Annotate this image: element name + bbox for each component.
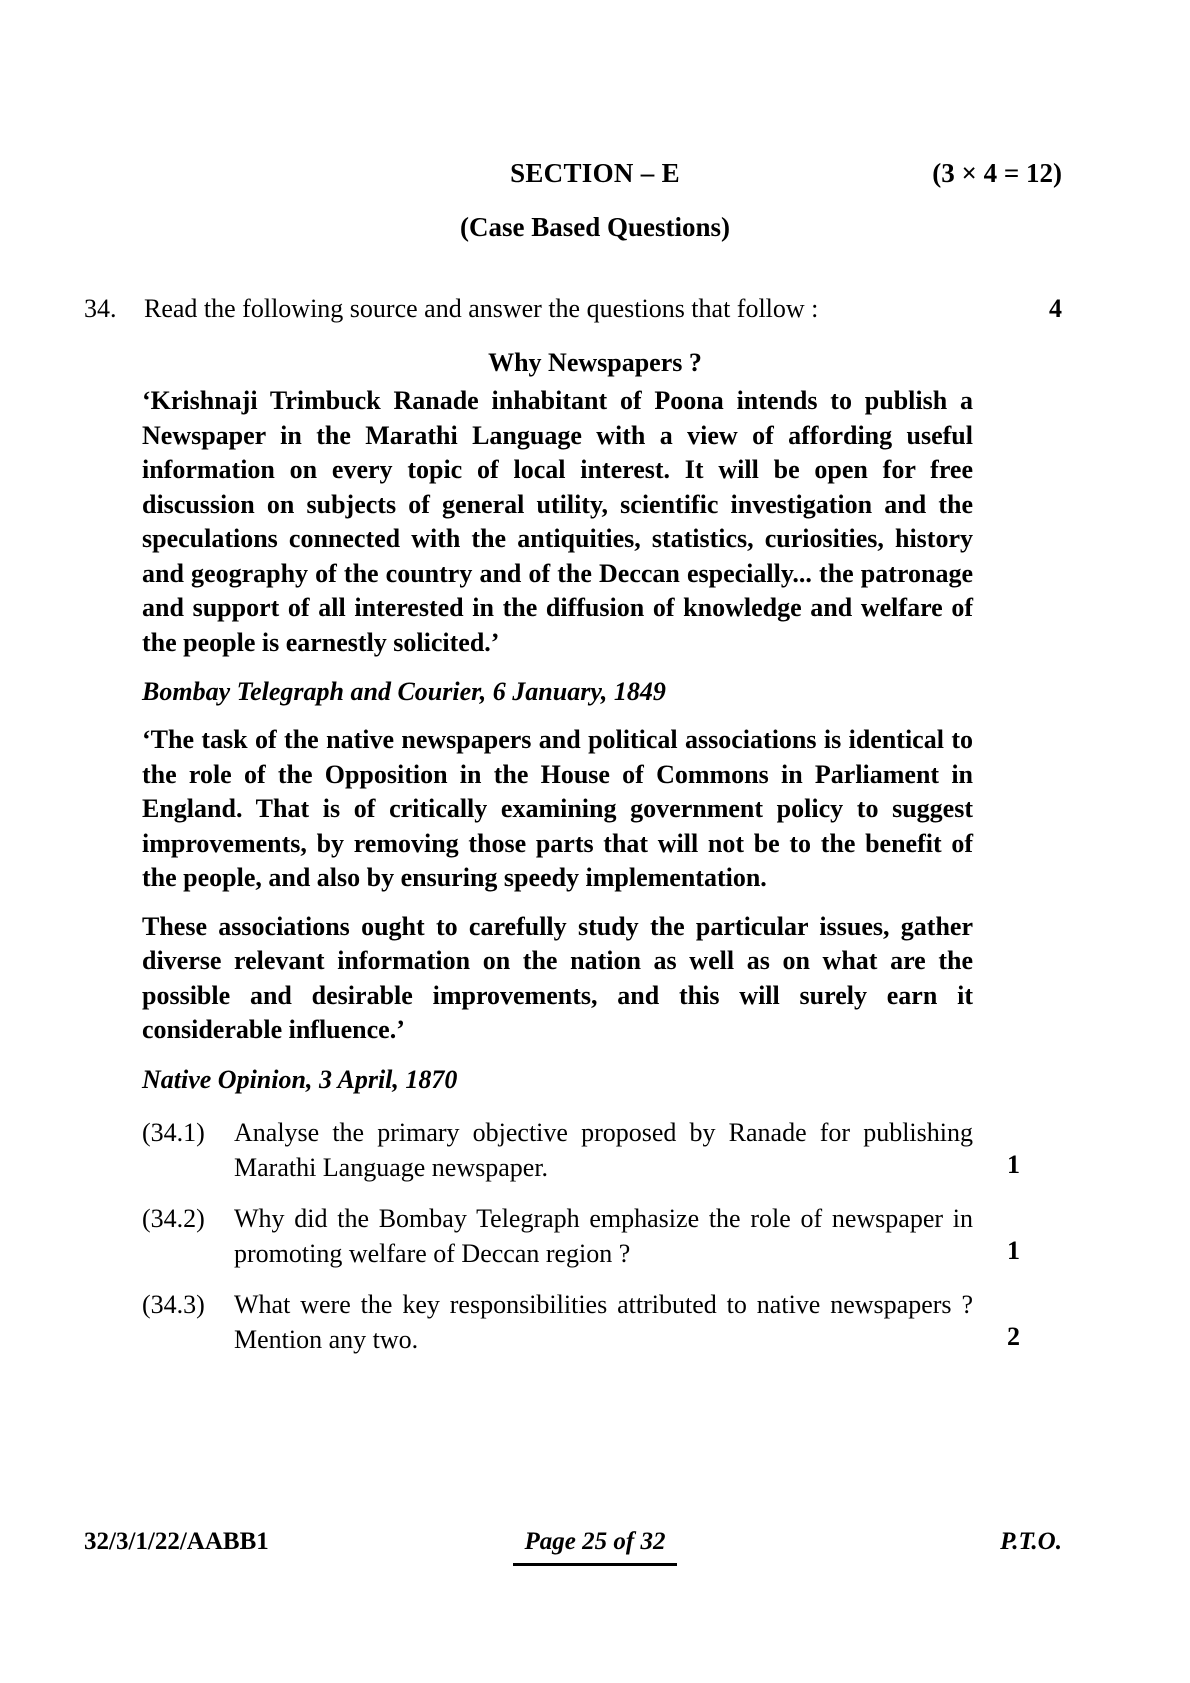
question-lead-text: Read the following source and answer the questions that follow : [144,294,819,323]
subsection-title: (Case Based Questions) [459,212,730,242]
sub-question-34-2 [142,1201,1020,1271]
source-attribution-2: Native Opinion, 3 April, 1870 [142,1064,458,1094]
page-footer [0,1528,1190,1588]
section-marks: (3 × 4 = 12) [932,158,1062,188]
source-passage-1: ‘Krishnaji Trimbuck Ranade inhabitant of Poona intends to publish a Newspaper in the Marathi Language with a view of affording useful information on every topic of local interest. It will be open for free discussion on subjects of general utility, scientific investigation and the speculations connected with the antiquities, statistics, curiosities, history and geography of the country and of the Deccan especially... the patronage and support of all interested in the diffusion of knowledge and welfare of the people is earnestly solicited.’ [142,386,973,657]
question-marks: 4 [1049,294,1062,323]
question-number: 34. [84,294,117,323]
sub-question-34-1 [142,1115,1020,1185]
source-passage-3: These associations ought to carefully study the particular issues, gather diverse relevant information on the nation as well as on what are the possible and desirable improvements, and this will surely earn it considerable influence.’ [142,911,973,1044]
page-number-label: Page 25 of 32 [513,1528,678,1566]
section-header [0,158,1190,194]
sub-question-34-3 [142,1287,1020,1357]
section-title: SECTION – E [510,158,680,188]
sub-questions-list [142,1115,1020,1357]
paper-code: 32/3/1/22/AABB1 [84,1528,269,1555]
source-body [142,384,1020,1373]
sub-question-marks: 2 [1007,1321,1020,1351]
sub-question-marks: 1 [1007,1149,1020,1179]
pto-label: P.T.O. [1000,1528,1062,1555]
sub-question-label: (34.2) [142,1203,205,1233]
sub-question-text: What were the key responsibilities attributed to native newspapers ? Mention any two. [234,1289,973,1354]
sub-question-text: Why did the Bombay Telegraph emphasize the role of newspaper in promoting welfare of Deccan region ? [234,1203,973,1268]
sub-question-text: Analyse the primary objective proposed by Ranade for publishing Marathi Language newspaper. [234,1117,973,1182]
source-attribution-1: Bombay Telegraph and Courier, 6 January, 1849 [142,677,666,706]
sub-question-label: (34.1) [142,1117,205,1147]
source-title: Why Newspapers ? [488,348,702,377]
question-34 [0,294,1190,1354]
question-lead-line [0,294,1190,332]
source-passage-2: ‘The task of the native newspapers and political associations is identical to the role of the Opposition in the House of Commons in Parliament in England. That is of critically examining government policy to suggest improvements, by removing those parts that will not be to the benefit of the people, and also by ensuring speedy implementation. [142,725,973,892]
sub-question-label: (34.3) [142,1289,205,1319]
sub-question-marks: 1 [1007,1235,1020,1265]
